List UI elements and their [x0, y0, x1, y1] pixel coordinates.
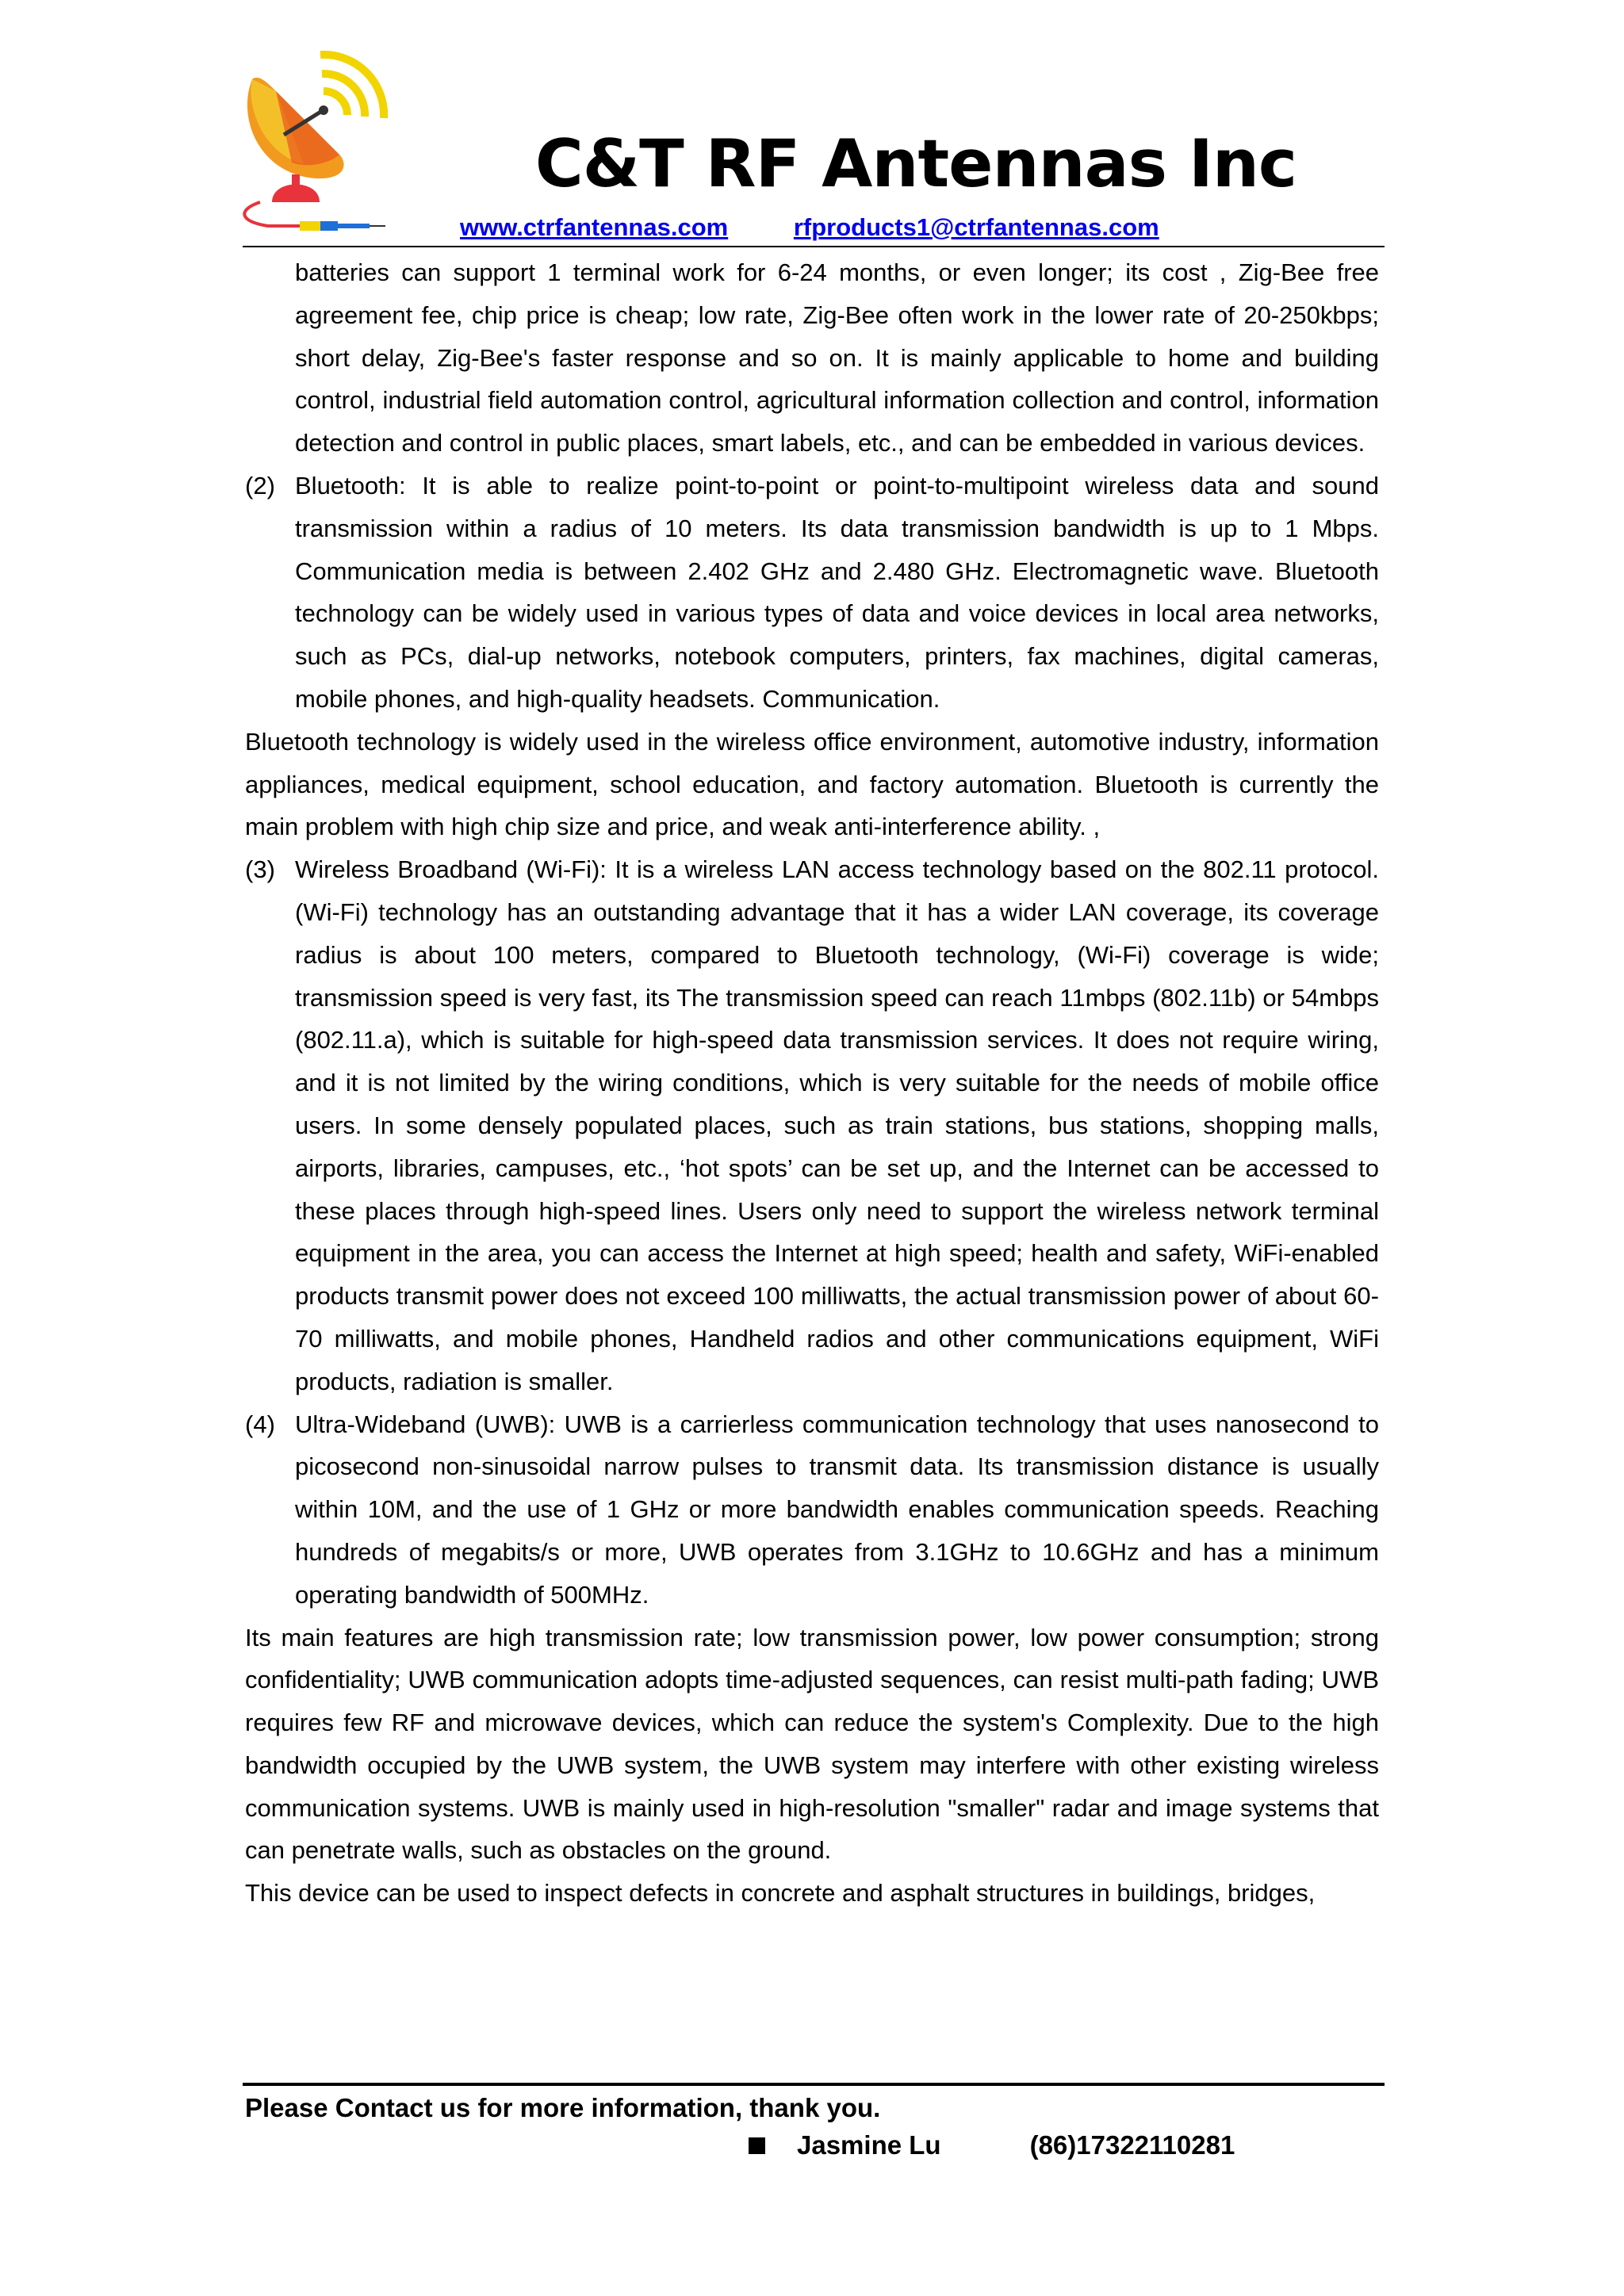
list-item-text: Bluetooth: It is able to realize point-to-point or point-to-multipoint wireless data and sound transmission within a radius of 10 meters. Its data transmission bandwidth is up to 1 Mbps. Communication media is between 2.402 GHz and 2.480 GHz. Electromagnetic wave. Bluetooth technology can be widely used in various types of data and voice devices in local area networks, such as PCs, dial-up networks, notebook computers, printers, fax machines, digital cameras, mobile phones, and high-quality headsets. Communication.	[295, 471, 1379, 713]
list-number: (2)	[245, 471, 275, 499]
document-body	[245, 251, 1379, 1915]
list-item-text: Wireless Broadband (Wi-Fi): It is a wireless LAN access technology based on the 802.11 protocol. (Wi-Fi) technology has an outstanding advantage that it has a wider LAN coverage, its coverage radius is about 100 meters, compared to Bluetooth technology, (Wi-Fi) coverage is wide; transmission speed is very fast, its The transmission speed can reach 11mbps (802.11b) or 54mbps (802.11.a), which is suitable for high-speed data transmission services. It does not require wiring, and it is not limited by the wiring conditions, which is very suitable for the needs of mobile office users. In some densely populated places, such as train stations, bus stations, shopping malls, airports, libraries, campuses, etc., ‘hot spots’ can be set up, and the Internet can be accessed to these places through high-speed lines. Users only need to support the wireless network terminal equipment in the area, you can access the Internet at high speed; health and safety, WiFi-enabled products transmit power does not exceed 100 milliwatts, the actual transmission power of about 60-70 milliwatts, and mobile phones, Handheld radios and other communications equipment, WiFi products, radiation is smaller.	[295, 855, 1379, 1395]
footer-divider	[243, 2083, 1385, 2086]
list-item-bluetooth	[245, 465, 1379, 721]
company-logo	[228, 44, 395, 246]
list-item-text: Ultra-Wideband (UWB): UWB is a carrierless communication technology that uses nanosecond to picosecond non-sinusoidal narrow pulses to transmit data. Its transmission distance is usually within 10M, and the use of 1 GHz or more bandwidth enables communication speeds. Reaching hundreds of megabits/s or more, UWB operates from 3.1GHz to 10.6GHz and has a minimum operating bandwidth of 500MHz.	[295, 1410, 1379, 1609]
header-divider	[243, 246, 1385, 247]
satellite-dish-icon	[244, 55, 385, 231]
square-bullet-icon	[749, 2137, 765, 2154]
contact-note: Please Contact us for more information, thank you.	[245, 2093, 881, 2122]
list-item-wifi	[245, 848, 1379, 1402]
company-title: C&T RF Antennas Inc	[534, 125, 1297, 202]
list-number: (3)	[245, 855, 275, 884]
uwb-paragraph: Its main features are high transmission rate; low transmission power, low power consumption; strong confidentiality; UWB communication adopts time-adjusted sequences, can resist multi-path fading; UWB requires few RF and microwave devices, which can reduce the system's Complexity. Due to the high bandwidth occupied by the UWB system, the UWB system may interfere with other existing wireless communication systems. UWB is mainly used in high-resolution "smaller" radar and image systems that can penetrate walls, such as obstacles on the ground.	[245, 1623, 1379, 1865]
list-number: (4)	[245, 1410, 275, 1438]
website-link[interactable]: www.ctrfantennas.com	[460, 213, 729, 241]
list-item-uwb	[245, 1403, 1379, 1617]
bluetooth-paragraph: Bluetooth technology is widely used in the wireless office environment, automotive industry, information appliances, medical equipment, school education, and factory automation. Bluetooth is currently the main problem with high chip size and price, and weak anti-interference ability. ,	[245, 727, 1379, 841]
email-link[interactable]: rfproducts1@ctrfantennas.com	[793, 213, 1159, 241]
device-paragraph: This device can be used to inspect defects in concrete and asphalt structures in buildings, bridges,	[245, 1879, 1316, 1908]
contact-name: Jasmine Lu	[797, 2130, 941, 2160]
header-links	[460, 208, 1159, 247]
contact-person	[749, 2125, 1235, 2166]
contact-phone: (86)17322110281	[1029, 2130, 1235, 2160]
zigbee-continuation: batteries can support 1 terminal work for 6-24 months, or even longer; its cost , Zig-Bee free agreement fee, chip price is cheap; low rate, Zig-Bee often work in the lower rate of 20-250kbps; short delay, Zig-Bee's faster response and so on. It is mainly applicable to home and building control, industrial field automation control, agricultural information collection and control, information detection and control in public places, smart labels, etc., and can be embedded in various devices.	[295, 258, 1379, 457]
